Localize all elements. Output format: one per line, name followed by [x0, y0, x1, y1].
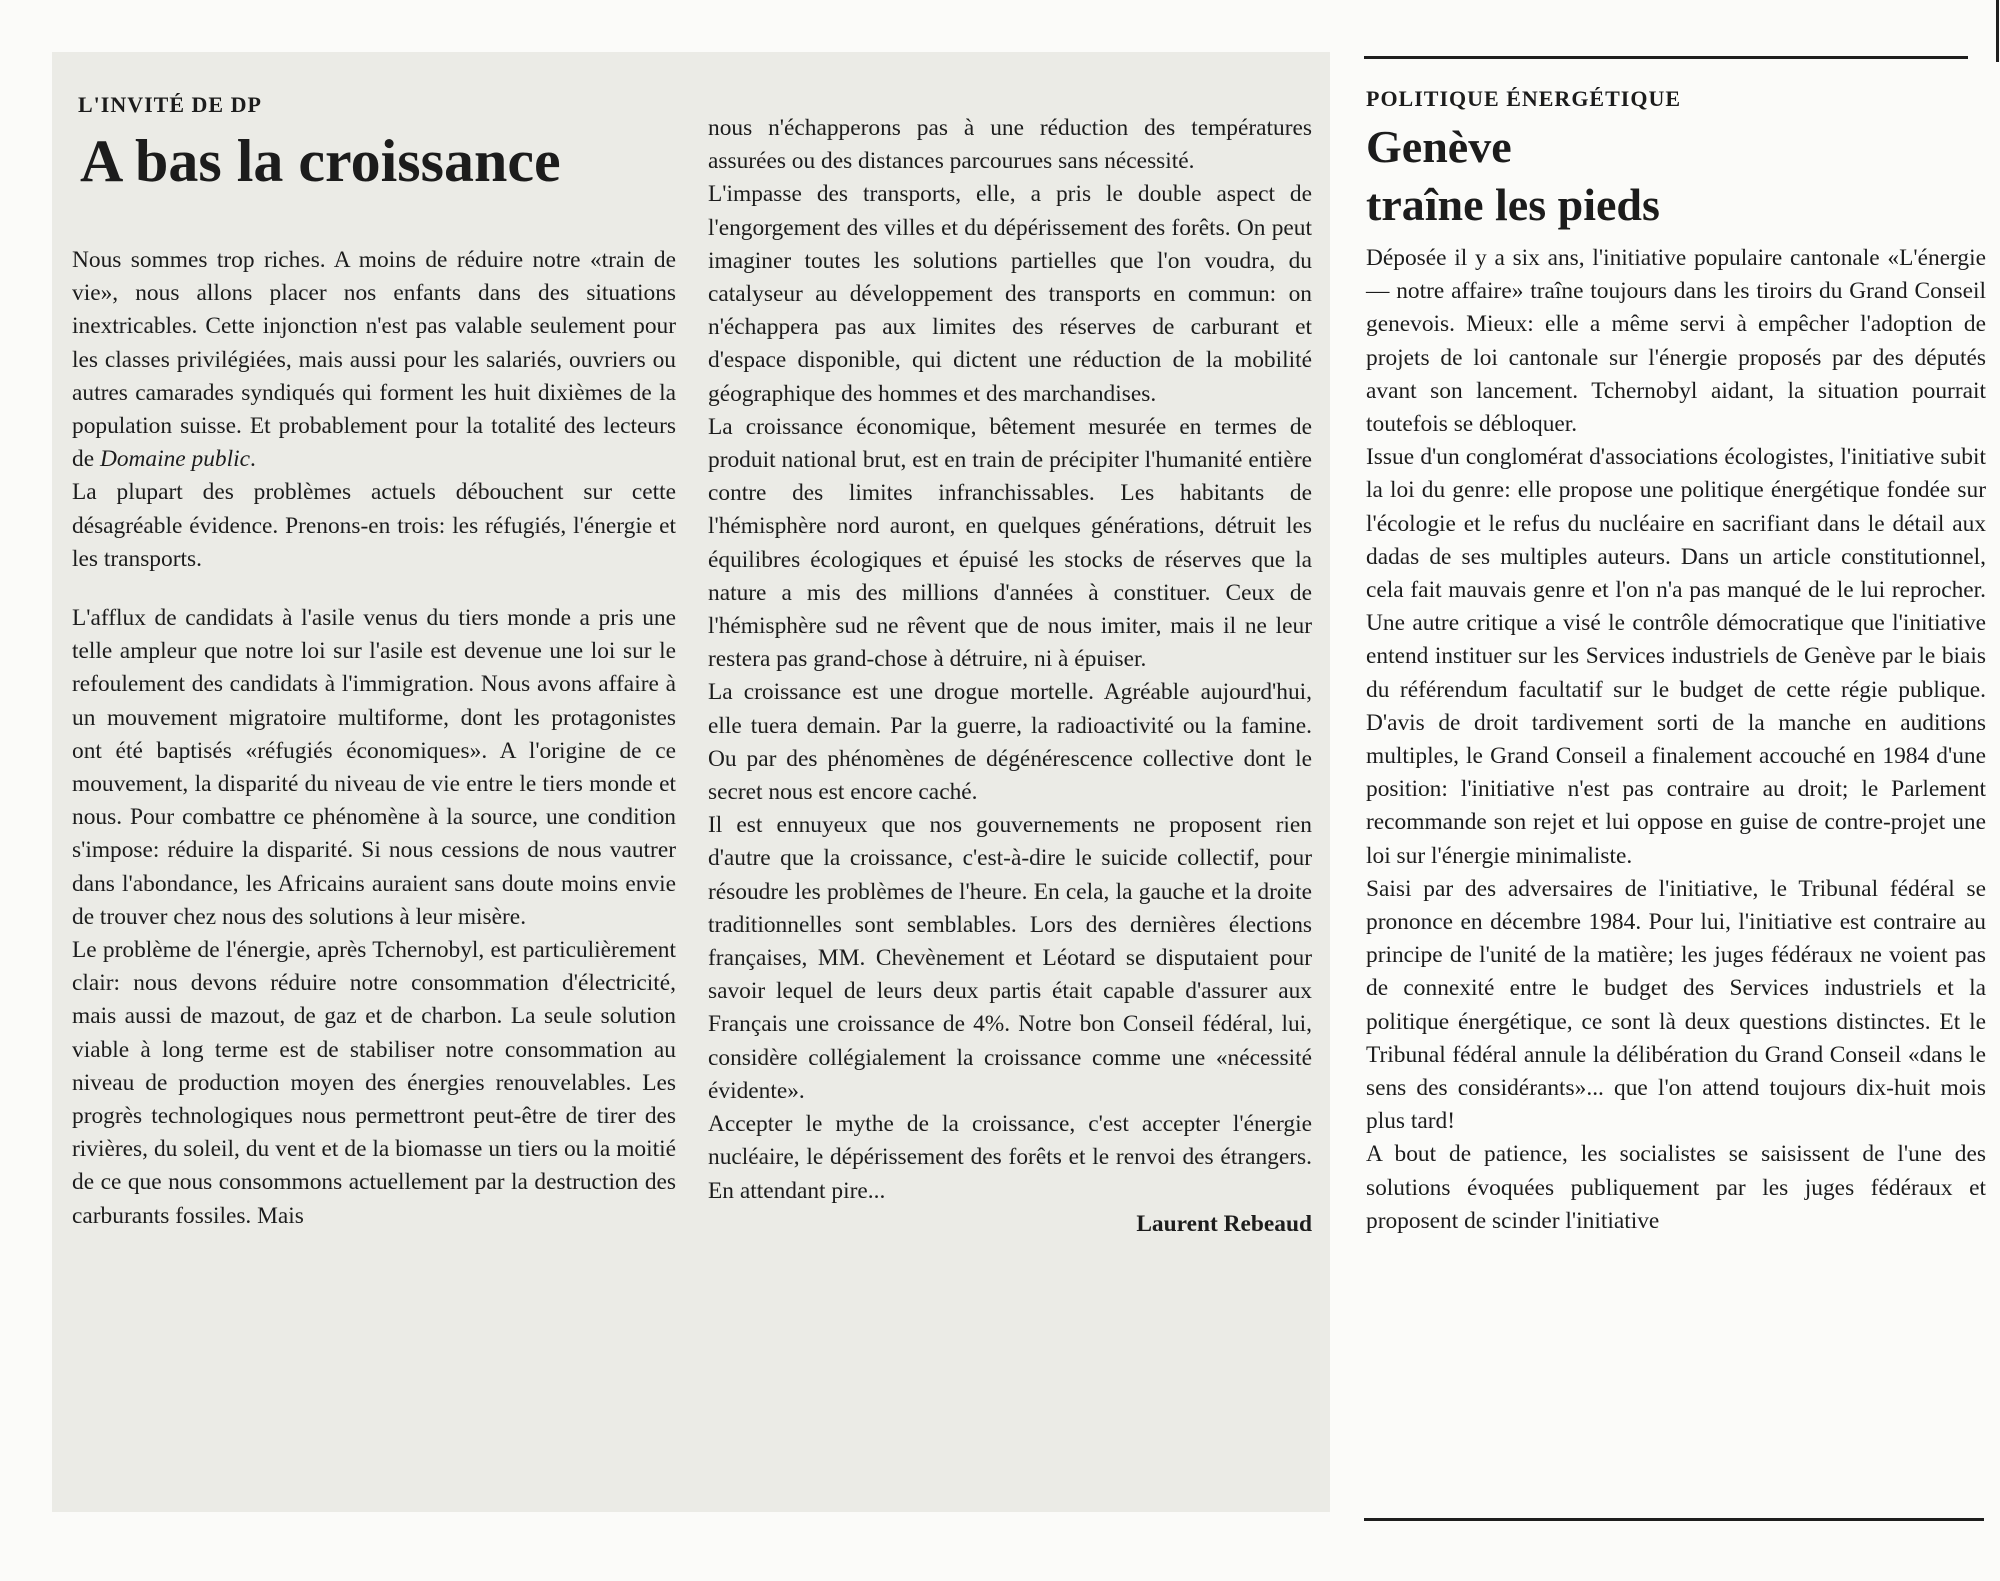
corner-rule	[1996, 0, 1999, 62]
paragraph: L'impasse des transports, elle, a pris le double aspect de l'engorgement des villes et du dépérissement des forêts. On peut imaginer toutes les solutions partielles que l'on voudra, du catalyseur au développement des transports en commun: on n'échappera pas aux limites des réserves de carburant et d'espace disponible, qui dictent une réduction de la mobilité géographique des hommes et des marchandises.	[708, 181, 1312, 407]
left-article-column-2	[708, 112, 1312, 1241]
right-kicker: POLITIQUE ÉNERGÉTIQUE	[1366, 86, 1682, 111]
left-headline: A bas la croissance	[80, 128, 561, 194]
author-signature: Laurent Rebeaud	[1136, 1210, 1312, 1237]
paragraph: Le problème de l'énergie, après Tchernobyl, est particulièrement clair: nous devons réduire notre consommation d'électricité, mais aussi de mazout, de gaz et de charbon. La seule solution viable à long terme est de stabiliser notre consommation au niveau de production moyen des énergies renouvelables. Les progrès technologiques nous permettront peut-être de tirer des rivières, du soleil, du vent et de la biomasse un tiers ou la moitié de ce que nous consommons actuellement par la destruction des carburants fossiles. Mais	[72, 937, 676, 1229]
paragraph: Il est ennuyeux que nos gouvernements ne proposent rien d'autre que la croissance, c'est-à-dire le suicide collectif, pour résoudre les problèmes de l'heure. En cela, la gauche et la droite traditionnelles sont semblables. Lors des dernières élections françaises, MM. Chevènement et Léotard se disputaient pour savoir lequel de leurs deux partis était capable d'assurer aux Français une croissance de 4%. Notre bon Conseil fédéral, lui, considère collégialement la croissance comme une «nécessité évidente».	[708, 812, 1312, 1104]
paragraph: La croissance économique, bêtement mesurée en termes de produit national brut, est en train de précipiter l'humanité entière contre des limites infranchissables. Les habitants de l'hémisphère nord auront, en quelques générations, détruit les équilibres écologiques et épuisé les stocks de réserves que la nature a mis des millions d'années à constituer. Ceux de l'hémisphère sud ne rêvent que de nous imiter, mais il ne leur restera pas grand-chose à détruire, ni à épuiser.	[708, 413, 1312, 673]
publication-name: Domaine public	[99, 446, 251, 473]
paragraph: Nous sommes trop riches. A moins de réduire notre «train de vie», nous allons placer nos enfants dans des situations inextricables. Cette injonction n'est pas valable seulement pour les classes privilégiées, mais aussi pour les salariés, ouvriers ou autres camarades syndiqués qui forment les huit dixièmes de la population suisse. Et probablement pour la totalité des lecteurs de Domaine public.	[72, 247, 676, 473]
paragraph: A bout de patience, les socialistes se saisissent de l'une des solutions évoquées publiquement par les juges fédéraux et proposent de scinder l'initiative	[1366, 1141, 1986, 1234]
top-rule	[1364, 56, 1968, 59]
paragraph: La croissance est une drogue mortelle. Agréable aujourd'hui, elle tuera demain. Par la guerre, la radioactivité ou la famine. Ou par des phénomènes de dégénérescence collective dont le secret nous est encore caché.	[708, 679, 1312, 806]
headline-line-1: Genève	[1366, 121, 1512, 172]
paragraph: Déposée il y a six ans, l'initiative populaire cantonale «L'énergie — notre affaire» traîne toujours dans les tiroirs du Grand Conseil genevois. Mieux: elle a même servi à empêcher l'adoption de projets de loi cantonale sur l'énergie proposés par des députés avant son lancement. Tchernobyl aidant, la situation pourrait toutefois se débloquer.	[1366, 245, 1986, 438]
left-kicker: L'INVITÉ DE DP	[78, 92, 262, 117]
paragraph: nous n'échapperons pas à une réduction des températures assurées ou des distances parcourues sans nécessité.	[708, 115, 1312, 175]
paragraph: La plupart des problèmes actuels débouchent sur cette désagréable évidence. Prenons-en trois: les réfugiés, l'énergie et les transports.	[72, 479, 676, 572]
left-article-column-1	[72, 244, 676, 1233]
headline-line-2: traîne les pieds	[1366, 179, 1660, 230]
bottom-rule	[1364, 1518, 1984, 1521]
paragraph: Saisi par des adversaires de l'initiative, le Tribunal fédéral se prononce en décembre 1984. Pour lui, l'initiative est contraire au principe de l'unité de la matière; les juges fédéraux ne voient pas de connexité entre le budget des Services industriels et la politique énergétique, ce sont là deux questions distinctes. Et le Tribunal fédéral annule la délibération du Grand Conseil «dans le sens des considérants»... que l'on attend toujours dix-huit mois plus tard!	[1366, 875, 1986, 1135]
paragraph: Issue d'un conglomérat d'associations écologistes, l'initiative subit la loi du genre: elle propose une politique énergétique fondée sur l'écologie et le refus du nucléaire en sacrifiant dans le détail aux dadas de ses multiples auteurs. Dans un article constitutionnel, cela fait mauvais genre et l'on n'a pas manqué de le lui reprocher. Une autre critique a visé le contrôle démocratique que l'initiative entend instituer sur les Services industriels de Genève par le biais du référendum facultatif sur le budget de cette régie publique. D'avis de droit tardivement sorti de la manche en auditions multiples, le Grand Conseil a finalement accouché en 1984 d'une position: l'initiative n'est pas contraire au droit; le Parlement recommande son rejet et lui oppose en guise de contre-projet une loi sur l'énergie minimaliste.	[1366, 444, 1986, 869]
paragraph: L'afflux de candidats à l'asile venus du tiers monde a pris une telle ampleur que notre loi sur l'asile est devenue une loi sur le refoulement des candidats à l'immigration. Nous avons affaire à un mouvement migratoire multiforme, dont les protagonistes ont été baptisés «réfugiés économiques». A l'origine de ce mouvement, la disparité du niveau de vie entre le tiers monde et nous. Pour combattre ce phénomène à la source, une condition s'impose: réduire la disparité. Si nous cessions de nous vautrer dans l'abondance, les Africains auraient sans doute moins envie de trouver chez nous des solutions à leur misère.	[72, 605, 676, 930]
right-article-column	[1366, 242, 1986, 1238]
right-headline	[1366, 118, 1660, 234]
paragraph: Accepter le mythe de la croissance, c'est accepter l'énergie nucléaire, le dépérissement des forêts et le renvoi des étrangers. En attendant pire...	[708, 1111, 1312, 1204]
